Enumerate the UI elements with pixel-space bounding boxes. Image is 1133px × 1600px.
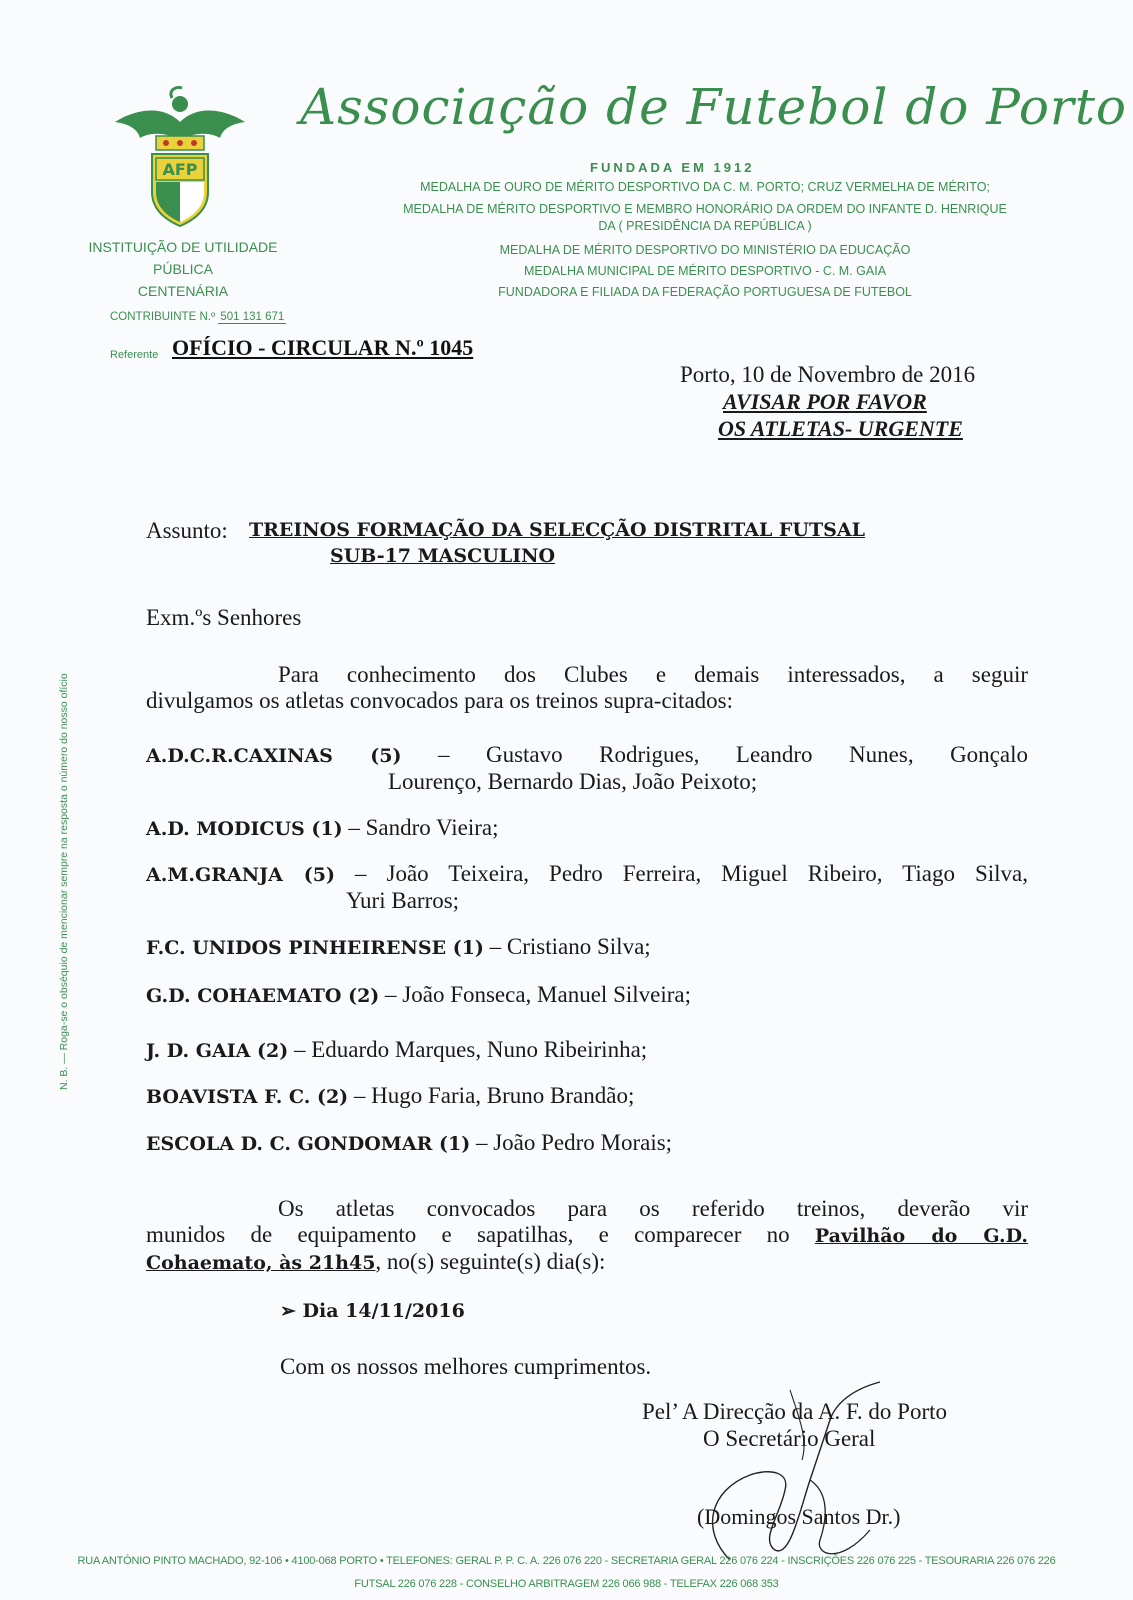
club-players: – Sandro Vieira;: [342, 815, 499, 840]
club-name: A.M.GRANJA (5): [146, 864, 335, 886]
instructions-line-2: [146, 1222, 1028, 1249]
side-note: N. B. — Roga-se o obséquio de mencionar sempre na resposta o número do nosso ofício: [58, 673, 70, 1090]
instructions-line-1: [146, 1196, 1028, 1222]
club-name: J. D. GAIA (2): [146, 1040, 289, 1062]
founded-year: FUNDADA EM 1912: [590, 160, 755, 175]
training-day: ➢ Dia 14/11/2016: [280, 1300, 465, 1322]
club-entry-granja: [146, 861, 1028, 914]
club-entry-boavista: [146, 1083, 1028, 1110]
closing-line: Com os nossos melhores cumprimentos.: [280, 1354, 652, 1379]
club-players-continued: Lourenço, Bernardo Dias, João Peixoto;: [388, 769, 758, 794]
signature-line-1: Pel’ A Direcção da A. F. do Porto: [642, 1399, 947, 1424]
club-name: A.D. MODICUS (1): [146, 818, 343, 840]
intro-line-2: divulgamos os atletas convocados para os treinos supra-citados:: [146, 688, 733, 713]
club-entry-caxinas: [146, 742, 1028, 795]
club-entry-line: [146, 742, 1028, 769]
signatory-name: (Domingos Santos Dr.): [697, 1504, 901, 1529]
club-entry-cohaemato: [146, 982, 1028, 1009]
venue-part-2: Cohaemato, às 21h45: [146, 1252, 376, 1274]
association-title: Associação de Futebol do Porto: [300, 78, 1128, 136]
institution-status: [58, 236, 308, 302]
afp-logo: [110, 82, 250, 232]
reference-value: OFÍCIO - CIRCULAR N.º 1045: [172, 335, 474, 360]
medal-line-2: MEDALHA DE MÉRITO DESPORTIVO E MEMBRO HONORÁRIO DA ORDEM DO INFANTE D. HENRIQUE: [403, 202, 1007, 216]
club-entry-pinheirense: [146, 934, 1028, 961]
institution-line-1: INSTITUIÇÃO DE UTILIDADE PÚBLICA: [88, 239, 278, 277]
instructions-line-3: [146, 1249, 605, 1274]
venue-part-1: Pavilhão do G.D.: [814, 1225, 1028, 1247]
medal-line-6: FUNDADORA E FILIADA DA FEDERAÇÃO PORTUGUESA DE FUTEBOL: [498, 285, 912, 299]
medal-line-4: MEDALHA DE MÉRITO DESPORTIVO DO MINISTÉRIO DA EDUCAÇÃO: [499, 243, 911, 257]
afp-logo-text: AFP: [162, 160, 198, 179]
instructions-paragraph: [146, 1196, 1028, 1276]
club-players: – Eduardo Marques, Nuno Ribeirinha;: [288, 1037, 648, 1062]
club-players: – Cristiano Silva;: [483, 934, 651, 959]
instructions-line-2-text: munidos de equipamento e sapatilhas, e comparecer no: [146, 1222, 815, 1247]
taxpayer-value: 501 131 671: [220, 311, 285, 323]
medal-line-1: MEDALHA DE OURO DE MÉRITO DESPORTIVO DA C. M. PORTO; CRUZ VERMELHA DE MÉRITO;: [420, 180, 990, 194]
intro-line-1: [146, 662, 1028, 688]
footer-line-2: FUTSAL 226 076 228 - CONSELHO ARBITRAGEM 226 066 988 - TELEFAX 226 068 353: [354, 1578, 779, 1590]
club-players-continued: Yuri Barros;: [346, 888, 460, 913]
club-name: BOAVISTA F. C. (2): [146, 1086, 349, 1108]
taxpayer-label: CONTRIBUINTE N.º: [110, 311, 216, 323]
club-name: G.D. COHAEMATO (2): [146, 985, 380, 1007]
club-entry-gondomar: [146, 1130, 1028, 1157]
signature-line-2: O Secretário Geral: [703, 1426, 876, 1451]
reference-label: Referente: [110, 349, 159, 361]
date-line: Porto, 10 de Novembro de 2016: [680, 362, 976, 387]
subject-line-2: SUB-17 MASCULINO: [330, 545, 555, 567]
club-players: – João Pedro Morais;: [470, 1130, 673, 1155]
urgent-notice-line-2: OS ATLETAS- URGENTE: [718, 416, 963, 441]
instructions-line-3-rest: , no(s) seguinte(s) dia(s):: [375, 1249, 606, 1274]
club-entry-line: [146, 861, 1028, 888]
club-name: F.C. UNIDOS PINHEIRENSE (1): [146, 937, 484, 959]
urgent-notice-line-1: AVISAR POR FAVOR: [723, 389, 927, 414]
footer-line-1: RUA ANTÓNIO PINTO MACHADO, 92-106 • 4100-068 PORTO • TELEFONES: GERAL P. P. C. A. 226 076 220 - SECRETARIA GERAL 226 076 224 - INSCRIÇÕES 226 076 225 - TESOURARIA 226 076 226: [77, 1555, 1056, 1567]
club-players: – Hugo Faria, Bruno Brandão;: [348, 1083, 635, 1108]
subject-line-1: TREINOS FORMAÇÃO DA SELECÇÃO DISTRITAL FUTSAL: [249, 519, 865, 541]
subject-label: Assunto:: [146, 518, 228, 543]
club-name: A.D.C.R.CAXINAS (5): [146, 745, 402, 767]
club-entry-modicus: [146, 815, 1028, 842]
institution-line-2: CENTENÁRIA: [137, 283, 229, 299]
intro-line-1-text: Para conhecimento dos Clubes e demais interessados, a seguir: [278, 662, 1028, 687]
medal-line-5: MEDALHA MUNICIPAL DE MÉRITO DESPORTIVO - C. M. GAIA: [523, 264, 887, 278]
club-entry-gaia: [146, 1037, 1028, 1064]
club-players: – Gustavo Rodrigues, Leandro Nunes, Gonçalo: [401, 742, 1028, 767]
club-players: – João Fonseca, Manuel Silveira;: [379, 982, 691, 1007]
greeting: Exm.ºs Senhores: [146, 605, 302, 630]
intro-paragraph: [146, 662, 1028, 714]
taxpayer-number: [110, 311, 286, 323]
instructions-line-1-text: Os atletas convocados para os referido treinos, deverão vir: [278, 1196, 1028, 1221]
medal-line-3: DA ( PRESIDÊNCIA DA REPÚBLICA ): [598, 219, 812, 233]
club-players: – João Teixeira, Pedro Ferreira, Miguel Ribeiro, Tiago Silva,: [334, 861, 1028, 886]
club-name: ESCOLA D. C. GONDOMAR (1): [146, 1133, 471, 1155]
